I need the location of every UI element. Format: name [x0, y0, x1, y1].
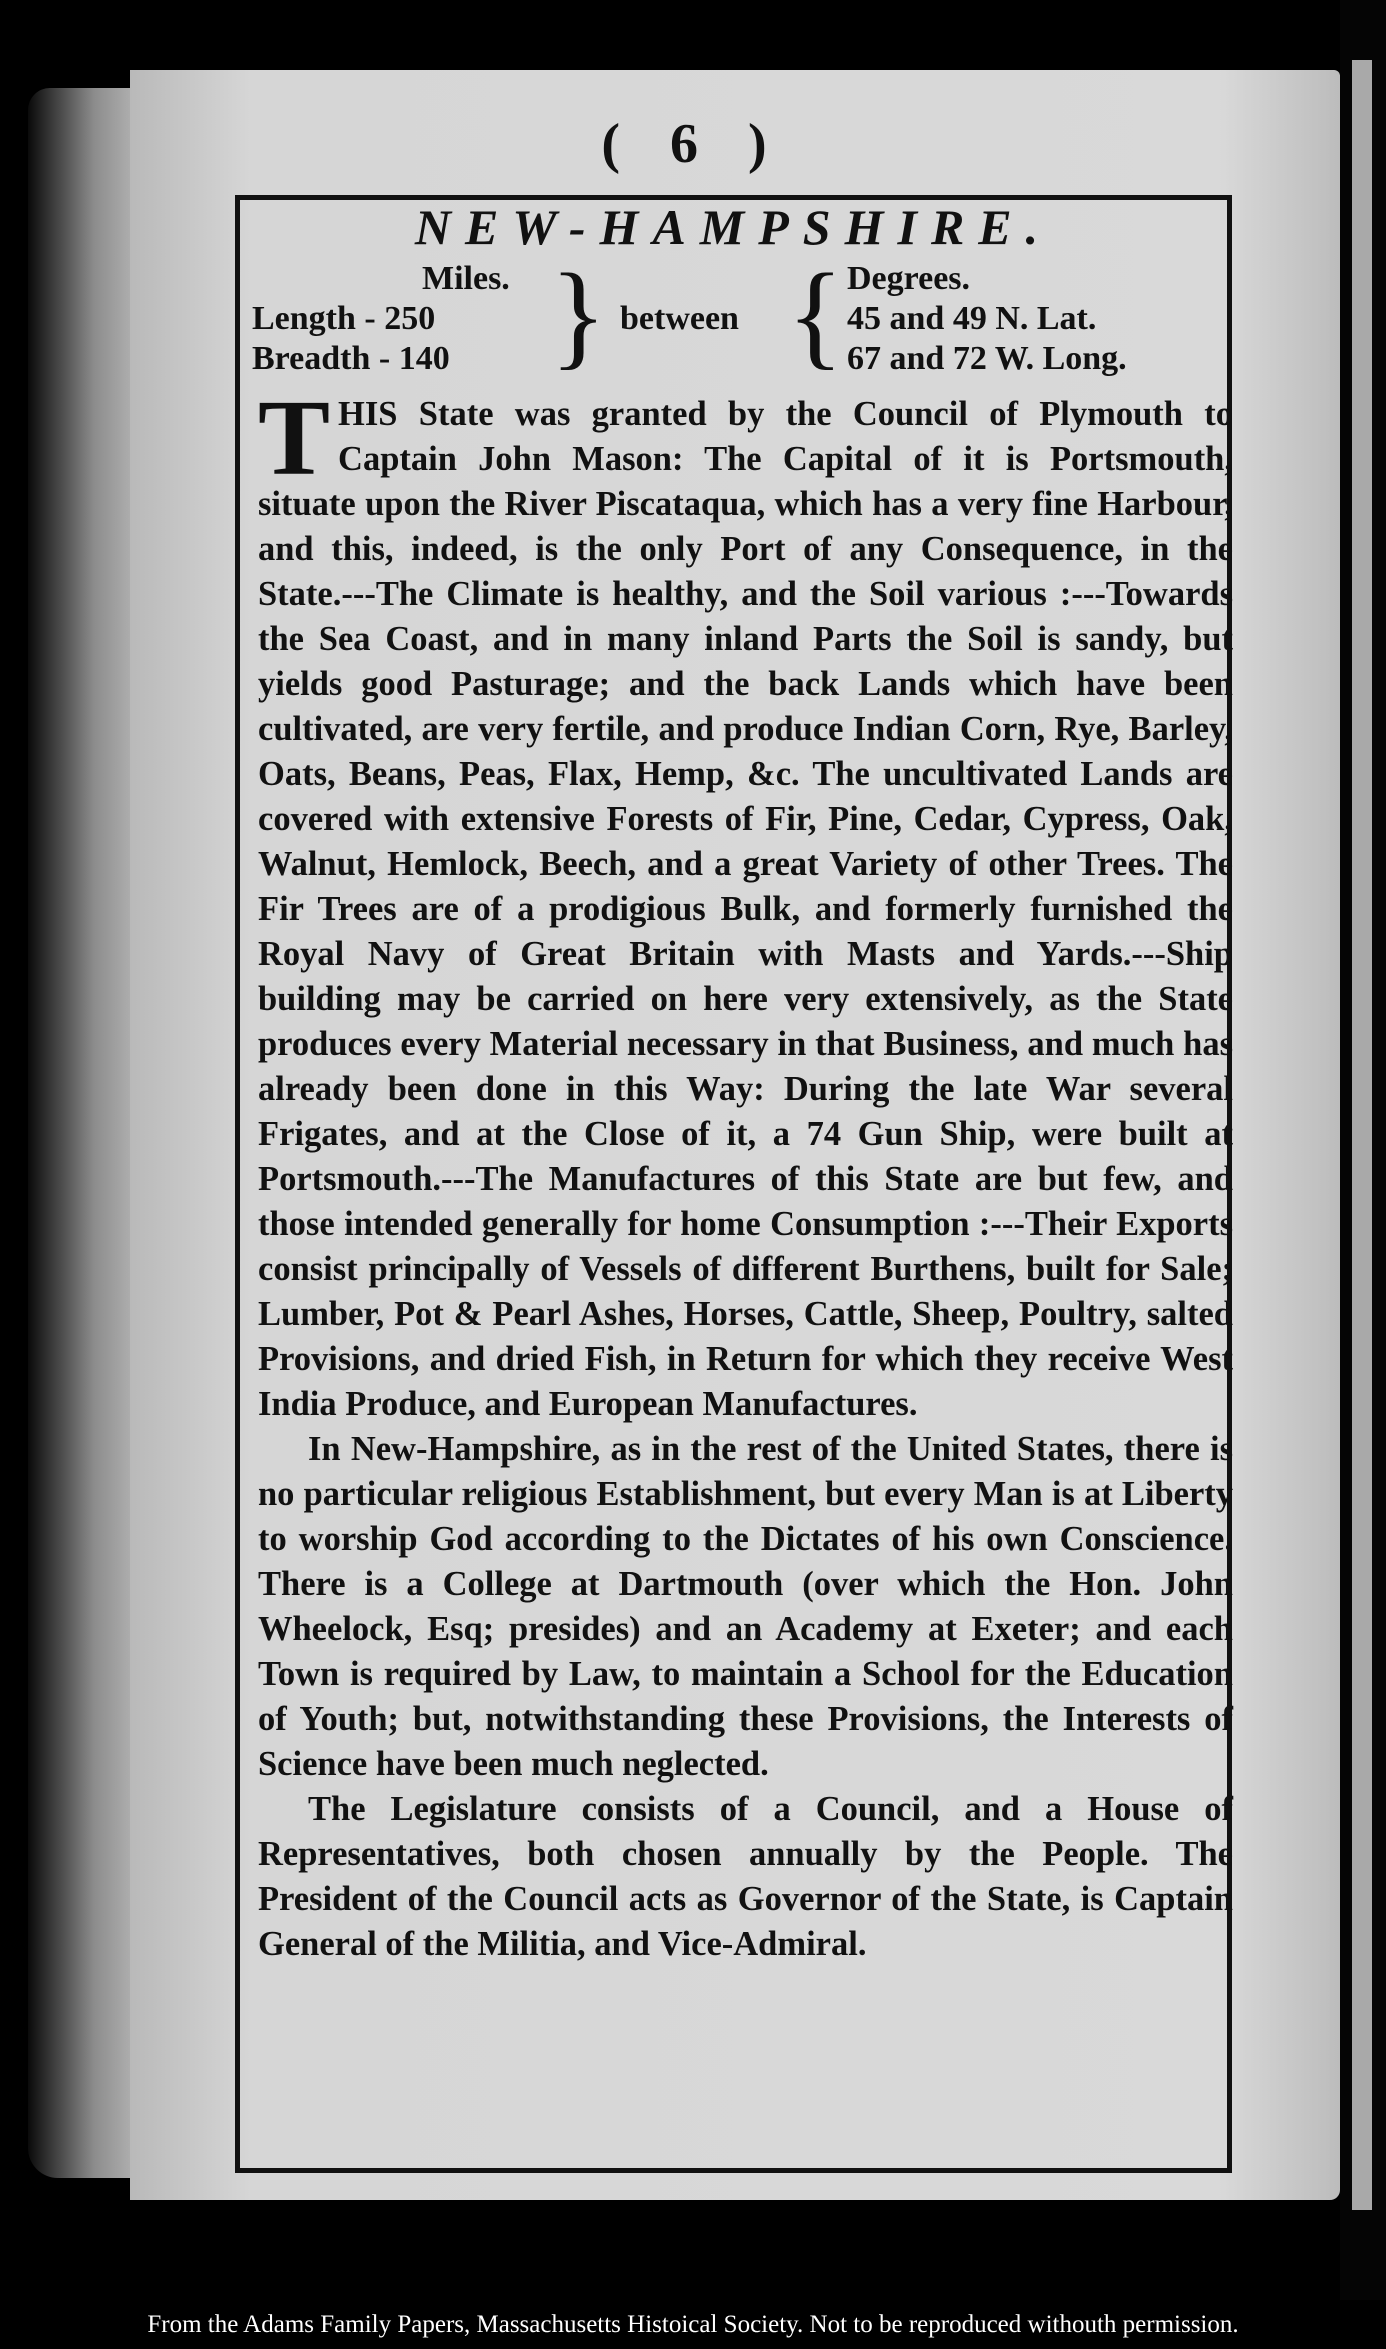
copyright-footer: From the Adams Family Papers, Massachusetts Histoical Society. Not to be reproduced withouth permission.	[0, 2300, 1386, 2349]
breadth-row: Breadth - 140	[252, 340, 450, 377]
degrees-label: Degrees.	[847, 260, 971, 297]
paragraph-2: In New-Hampshire, as in the rest of the United States, there is no particular religious Establishment, but every Man is at Liberty to worship God according to the Dictates of his own Conscience. There is a College at Dartmouth (over which the Hon. John Wheelock, Esq; presides) and an Academy at Exeter; and each Town is required by Law, to maintain a School for the Education of Youth; but, notwithstanding these Provisions, the Interests of Science have been much neglected.	[258, 1430, 1233, 1783]
drop-cap: T	[258, 379, 331, 498]
between-label: between	[620, 300, 739, 337]
page-heading: NEW-HAMPSHIRE.	[414, 199, 1053, 255]
dimensions-table	[252, 249, 1232, 380]
facing-page-edge	[1352, 60, 1372, 2210]
body-text	[258, 379, 1233, 1967]
page-number: ( 6 )	[601, 113, 785, 175]
latitude-row: 45 and 49 N. Lat.	[847, 300, 1097, 337]
paragraph-1-text: HIS State was granted by the Council of Plymouth to Captain John Mason: The Capital of it is Portsmouth, situate upon the River Piscataqua, which has a very fine Harbour, and this, indeed, is the only Port of any Consequence, in the State.---The Climate is healthy, and the Soil various :---Towards the Sea Coast, and in many inland Parts the Soil is sandy, but yields good Pasturage; and the back Lands which have been cultivated, are very fertile, and produce Indian Corn, Rye, Barley, Oats, Beans, Peas, Flax, Hemp, &c. The uncultivated Lands are covered with extensive Forests of Fir, Pine, Cedar, Cypress, Oak, Walnut, Hemlock, Beech, and a great Variety of other Trees. The Fir Trees are of a prodigious Bulk, and formerly furnished the Royal Navy of Great Britain with Masts and Yards.---Ship building may be carried on here very extensively, as the State produces every Material necessary in that Business, and much has already been done in this Way: During the late War several Frigates, and at the Close of it, a 74 Gun Ship, were built at Portsmouth.---The Manufactures of this State are but few, and those intended generally for home Consumption :---Their Exports consist principally of Vessels of different Burthens, built for Sale; Lumber, Pot & Pearl Ashes, Horses, Cattle, Sheep, Poultry, salted Provisions, and dried Fish, in Return for which they receive West India Produce, and European Manufactures.	[258, 395, 1233, 1423]
longitude-row: 67 and 72 W. Long.	[847, 340, 1127, 377]
paragraph-1	[258, 379, 1233, 1427]
right-brace: }	[550, 249, 607, 380]
left-brace: {	[787, 249, 844, 380]
paragraph-3: The Legislature consists of a Council, and a House of Representatives, both chosen annually by the People. The President of the Council acts as Governor of the State, is Captain General of the Militia, and Vice-Admiral.	[258, 1790, 1233, 1963]
miles-label: Miles.	[422, 260, 510, 297]
length-row: Length - 250	[252, 300, 436, 337]
